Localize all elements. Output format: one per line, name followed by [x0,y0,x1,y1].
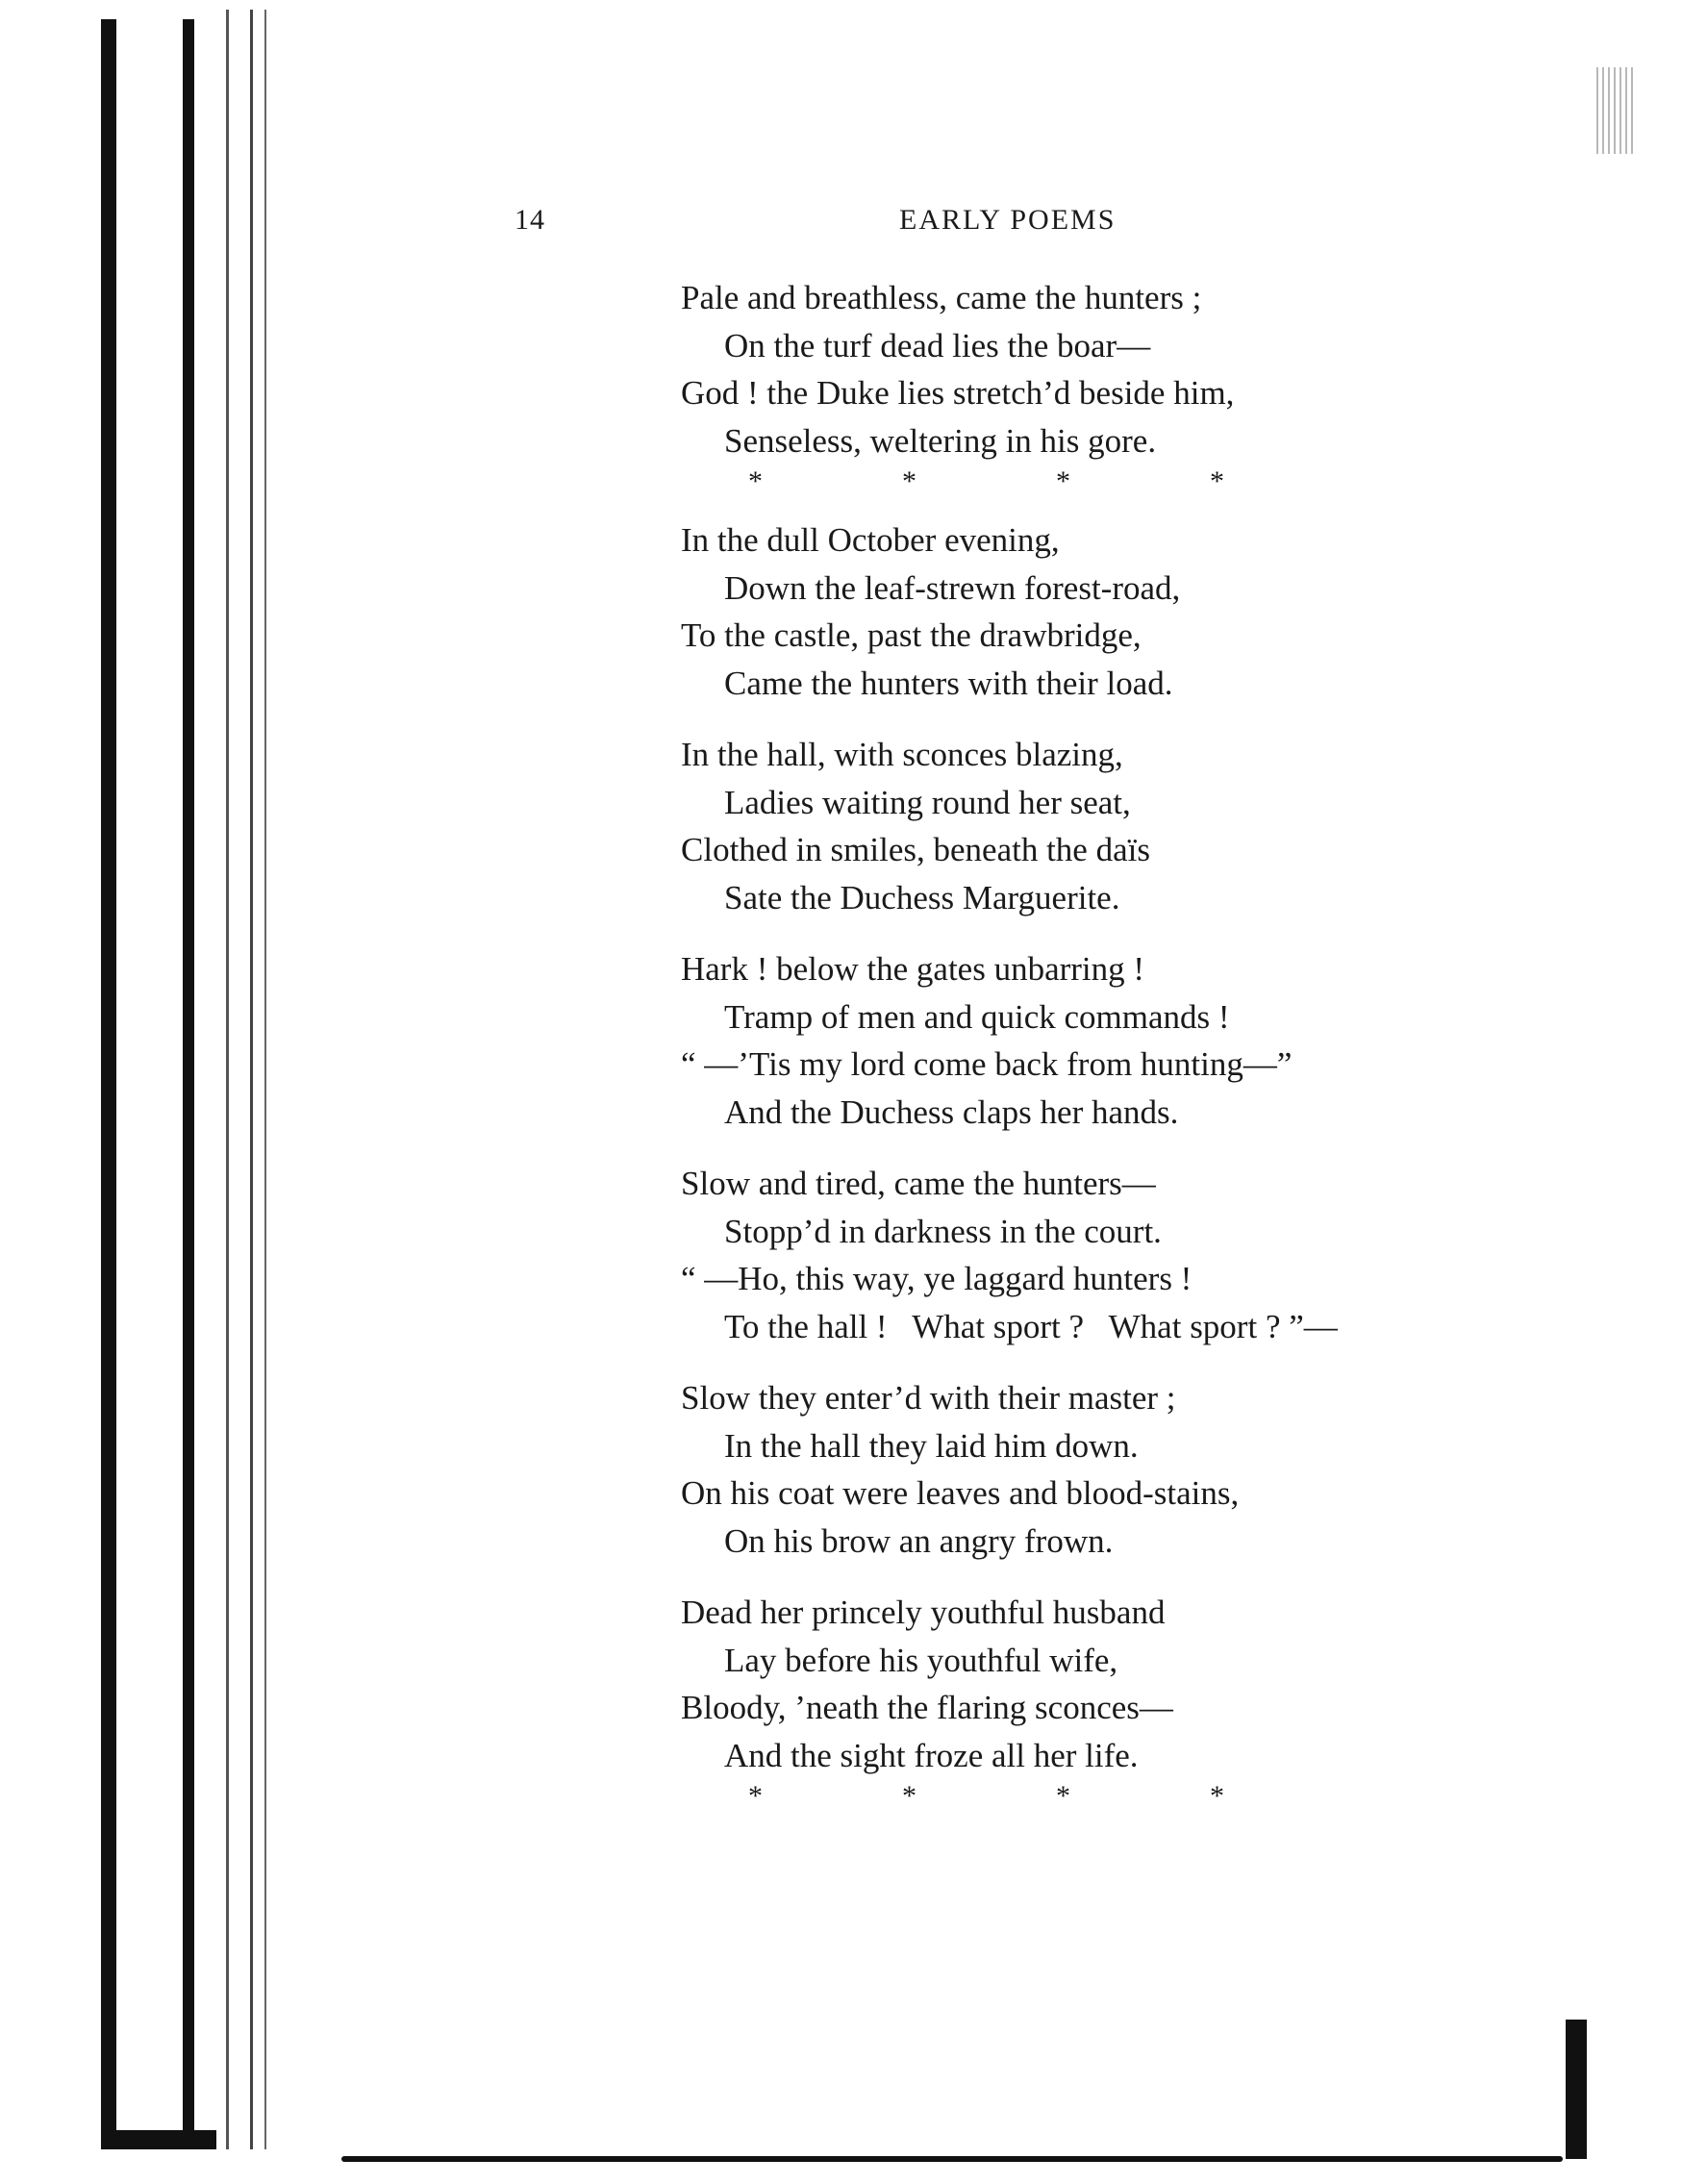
poem-line: Tramp of men and quick commands ! [724,997,1230,1036]
poem-line: Down the leaf-strewn forest-road, [724,568,1181,607]
binding-shadow-bar [226,10,229,2149]
binding-shadow-foot [101,2130,216,2149]
asterisk: * [902,465,916,497]
asterisk: * [1056,1780,1070,1812]
poem-line: Clothed in smiles, beneath the daïs [681,831,1150,868]
section-separator [681,1777,1546,1816]
page-number: 14 [515,204,545,236]
poem-line: To the castle, past the drawbridge, [681,616,1142,654]
binding-shadow-bar [264,10,266,2149]
binding-shadow-bar [183,19,194,2149]
section-separator [681,463,1546,501]
asterisk: * [902,1780,916,1812]
poem-line: Came the hunters with their load. [724,664,1173,702]
scan-edge-noise [1596,67,1635,154]
poem-line: Dead her princely youthful husband [681,1594,1166,1631]
stanza [681,945,1546,1136]
asterisk: * [748,465,763,497]
asterisk: * [1210,465,1224,497]
poem-line: Slow they enter’d with their master ; [681,1379,1176,1417]
running-head [515,204,1476,242]
stanza [681,1589,1546,1779]
stanza [681,1160,1546,1350]
poem-line: “ —’Tis my lord come back from hunting—” [681,1045,1293,1083]
poem-line: Hark ! below the gates unbarring ! [681,950,1145,988]
poem-line: And the sight froze all her life. [724,1736,1139,1774]
poem-line: Lay before his youthful wife, [724,1641,1118,1679]
poem-body [681,274,1546,1816]
binding-shadow-bar [250,10,253,2149]
binding-shadow-bar [101,19,116,2149]
poem-line: Ladies waiting round her seat, [724,783,1131,821]
scanned-binding-edge [91,0,284,2159]
scan-edge-shadow [1566,2020,1587,2159]
poem-line: God ! the Duke lies stretch’d beside him, [681,374,1235,412]
poem-line: Sate the Duchess Marguerite. [724,878,1120,916]
poem-line: Stopp’d in darkness in the court. [724,1212,1162,1250]
poem-line: On his brow an angry frown. [724,1521,1114,1560]
poem-line: Pale and breathless, came the hunters ; [681,279,1202,316]
stanza [681,731,1546,921]
poem-line: On his coat were leaves and blood-stains, [681,1474,1240,1512]
poem-line: On the turf dead lies the boar— [724,326,1151,364]
scan-bottom-edge [341,2156,1563,2162]
poem-line: In the hall, with sconces blazing, [681,736,1123,773]
asterisk: * [1056,465,1070,497]
poem-line: In the dull October evening, [681,521,1060,559]
page-title: EARLY POEMS [899,204,1117,236]
stanza [681,274,1546,464]
poem-line: “ —Ho, this way, ye laggard hunters ! [681,1260,1192,1297]
stanza [681,516,1546,707]
poem-line: Senseless, weltering in his gore. [724,421,1157,460]
poem-line: Slow and tired, came the hunters— [681,1165,1156,1202]
poem-line: Bloody, ’neath the flaring sconces— [681,1689,1173,1726]
poem-line: In the hall they laid him down. [724,1426,1139,1465]
asterisk: * [1210,1780,1224,1812]
asterisk: * [748,1780,763,1812]
poem-line: To the hall ! What sport ? What sport ? ”— [724,1307,1338,1345]
poem-line: And the Duchess claps her hands. [724,1092,1179,1131]
stanza [681,1374,1546,1565]
